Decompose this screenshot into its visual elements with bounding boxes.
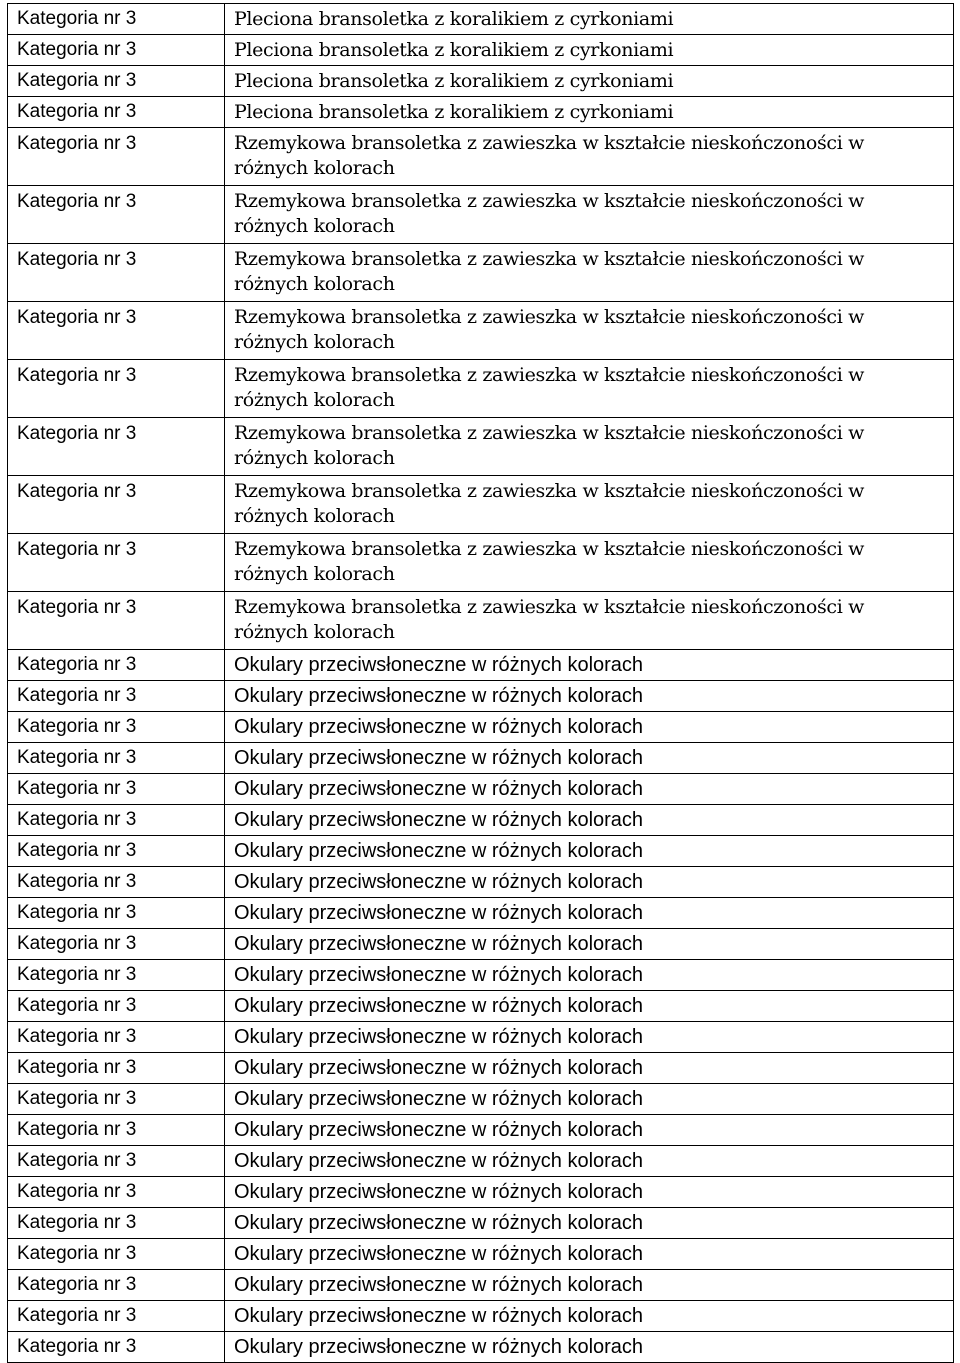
product-name-cell: Rzemykowa bransoletka z zawieszka w kształcie nieskończoności w różnych kolorach (225, 302, 954, 360)
category-cell: Kategoria nr 3 (8, 712, 225, 743)
table-row (8, 1084, 954, 1115)
table-row (8, 712, 954, 743)
category-cell: Kategoria nr 3 (8, 302, 225, 360)
table-row (8, 650, 954, 681)
table-row (8, 929, 954, 960)
category-cell: Kategoria nr 3 (8, 1022, 225, 1053)
table-row (8, 681, 954, 712)
category-cell: Kategoria nr 3 (8, 991, 225, 1022)
category-cell: Kategoria nr 3 (8, 1084, 225, 1115)
product-name-cell: Rzemykowa bransoletka z zawieszka w kształcie nieskończoności w różnych kolorach (225, 534, 954, 592)
product-name-cell: Pleciona bransoletka z koralikiem z cyrkoniami (225, 4, 954, 35)
category-cell: Kategoria nr 3 (8, 929, 225, 960)
category-cell: Kategoria nr 3 (8, 1239, 225, 1270)
table-row (8, 1022, 954, 1053)
table-row (8, 66, 954, 97)
product-name-cell: Rzemykowa bransoletka z zawieszka w kształcie nieskończoności w różnych kolorach (225, 592, 954, 650)
category-cell: Kategoria nr 3 (8, 898, 225, 929)
table-row (8, 991, 954, 1022)
table-body (8, 4, 954, 1363)
category-cell: Kategoria nr 3 (8, 681, 225, 712)
category-cell: Kategoria nr 3 (8, 186, 225, 244)
table-row (8, 1115, 954, 1146)
product-name-cell: Pleciona bransoletka z koralikiem z cyrkoniami (225, 35, 954, 66)
table-row (8, 1332, 954, 1363)
product-name-cell: Okulary przeciwsłoneczne w różnych kolorach (225, 774, 954, 805)
table-row (8, 360, 954, 418)
category-cell: Kategoria nr 3 (8, 836, 225, 867)
table-row (8, 1053, 954, 1084)
category-cell: Kategoria nr 3 (8, 4, 225, 35)
table-row (8, 743, 954, 774)
table-row (8, 1270, 954, 1301)
product-name-cell: Okulary przeciwsłoneczne w różnych kolorach (225, 1301, 954, 1332)
table-row (8, 244, 954, 302)
category-cell: Kategoria nr 3 (8, 1332, 225, 1363)
product-name-cell: Okulary przeciwsłoneczne w różnych kolorach (225, 1270, 954, 1301)
product-name-cell: Okulary przeciwsłoneczne w różnych kolorach (225, 1239, 954, 1270)
table-row (8, 774, 954, 805)
table-row (8, 836, 954, 867)
product-name-cell: Okulary przeciwsłoneczne w różnych kolorach (225, 929, 954, 960)
table-row (8, 97, 954, 128)
category-cell: Kategoria nr 3 (8, 66, 225, 97)
product-name-cell: Rzemykowa bransoletka z zawieszka w kształcie nieskończoności w różnych kolorach (225, 476, 954, 534)
product-name-cell: Okulary przeciwsłoneczne w różnych kolorach (225, 960, 954, 991)
category-cell: Kategoria nr 3 (8, 743, 225, 774)
category-cell: Kategoria nr 3 (8, 97, 225, 128)
product-name-cell: Okulary przeciwsłoneczne w różnych kolorach (225, 712, 954, 743)
category-cell: Kategoria nr 3 (8, 1146, 225, 1177)
table-row (8, 1146, 954, 1177)
product-name-cell: Okulary przeciwsłoneczne w różnych kolorach (225, 1332, 954, 1363)
table-row (8, 1239, 954, 1270)
table-row (8, 898, 954, 929)
category-cell: Kategoria nr 3 (8, 418, 225, 476)
category-cell: Kategoria nr 3 (8, 960, 225, 991)
product-name-cell: Okulary przeciwsłoneczne w różnych kolorach (225, 681, 954, 712)
product-name-cell: Okulary przeciwsłoneczne w różnych kolorach (225, 650, 954, 681)
table-row (8, 592, 954, 650)
category-cell: Kategoria nr 3 (8, 244, 225, 302)
product-name-cell: Rzemykowa bransoletka z zawieszka w kształcie nieskończoności w różnych kolorach (225, 418, 954, 476)
product-name-cell: Okulary przeciwsłoneczne w różnych kolorach (225, 1022, 954, 1053)
category-cell: Kategoria nr 3 (8, 35, 225, 66)
product-category-table (7, 3, 954, 1363)
product-name-cell: Okulary przeciwsłoneczne w różnych kolorach (225, 836, 954, 867)
table-row (8, 534, 954, 592)
table-row (8, 4, 954, 35)
category-cell: Kategoria nr 3 (8, 774, 225, 805)
table-row (8, 1301, 954, 1332)
table-row (8, 805, 954, 836)
table-row (8, 960, 954, 991)
table-row (8, 302, 954, 360)
category-cell: Kategoria nr 3 (8, 1208, 225, 1239)
product-name-cell: Pleciona bransoletka z koralikiem z cyrkoniami (225, 97, 954, 128)
table-row (8, 476, 954, 534)
product-name-cell: Okulary przeciwsłoneczne w różnych kolorach (225, 743, 954, 774)
product-name-cell: Okulary przeciwsłoneczne w różnych kolorach (225, 1208, 954, 1239)
category-cell: Kategoria nr 3 (8, 128, 225, 186)
table-row (8, 867, 954, 898)
category-cell: Kategoria nr 3 (8, 805, 225, 836)
product-name-cell: Rzemykowa bransoletka z zawieszka w kształcie nieskończoności w różnych kolorach (225, 360, 954, 418)
product-name-cell: Okulary przeciwsłoneczne w różnych kolorach (225, 805, 954, 836)
product-name-cell: Okulary przeciwsłoneczne w różnych kolorach (225, 1084, 954, 1115)
category-cell: Kategoria nr 3 (8, 1053, 225, 1084)
product-name-cell: Okulary przeciwsłoneczne w różnych kolorach (225, 991, 954, 1022)
product-name-cell: Okulary przeciwsłoneczne w różnych kolorach (225, 1115, 954, 1146)
table-row (8, 1177, 954, 1208)
product-name-cell: Rzemykowa bransoletka z zawieszka w kształcie nieskończoności w różnych kolorach (225, 244, 954, 302)
category-cell: Kategoria nr 3 (8, 534, 225, 592)
product-name-cell: Okulary przeciwsłoneczne w różnych kolorach (225, 867, 954, 898)
category-cell: Kategoria nr 3 (8, 1115, 225, 1146)
category-cell: Kategoria nr 3 (8, 650, 225, 681)
table-row (8, 186, 954, 244)
table-row (8, 418, 954, 476)
table-row (8, 128, 954, 186)
product-name-cell: Rzemykowa bransoletka z zawieszka w kształcie nieskończoności w różnych kolorach (225, 128, 954, 186)
product-name-cell: Okulary przeciwsłoneczne w różnych kolorach (225, 1146, 954, 1177)
table-row (8, 1208, 954, 1239)
category-cell: Kategoria nr 3 (8, 1301, 225, 1332)
category-cell: Kategoria nr 3 (8, 592, 225, 650)
product-name-cell: Okulary przeciwsłoneczne w różnych kolorach (225, 1177, 954, 1208)
category-cell: Kategoria nr 3 (8, 1177, 225, 1208)
product-name-cell: Pleciona bransoletka z koralikiem z cyrkoniami (225, 66, 954, 97)
category-cell: Kategoria nr 3 (8, 1270, 225, 1301)
category-cell: Kategoria nr 3 (8, 476, 225, 534)
category-cell: Kategoria nr 3 (8, 867, 225, 898)
product-name-cell: Rzemykowa bransoletka z zawieszka w kształcie nieskończoności w różnych kolorach (225, 186, 954, 244)
table-row (8, 35, 954, 66)
product-name-cell: Okulary przeciwsłoneczne w różnych kolorach (225, 898, 954, 929)
category-cell: Kategoria nr 3 (8, 360, 225, 418)
product-name-cell: Okulary przeciwsłoneczne w różnych kolorach (225, 1053, 954, 1084)
